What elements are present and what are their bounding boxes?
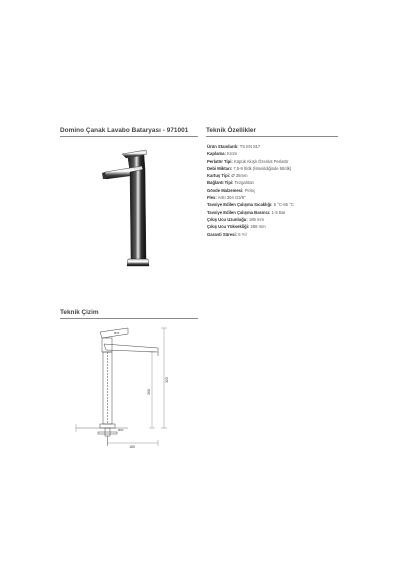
spec-value: AISI 304 G3/8" xyxy=(217,195,246,201)
faucet-photo xyxy=(100,142,160,272)
technical-drawing xyxy=(70,322,190,452)
spec-value: 1-5 Bar xyxy=(271,209,286,215)
spec-value: Köpük Akışlı Özenlot Perlatör xyxy=(233,158,289,164)
spec-value: Tezgahtan xyxy=(234,180,254,186)
spec-row xyxy=(207,172,294,179)
drawing-base xyxy=(100,424,115,428)
title-underline xyxy=(60,136,198,137)
spec-row xyxy=(207,143,294,150)
spec-row xyxy=(207,187,294,194)
product-title: Domino Çanak Lavabo Bataryası - 971001 xyxy=(60,127,189,134)
faucet-base xyxy=(127,259,149,266)
spec-row xyxy=(207,158,294,165)
spec-value: Krom xyxy=(227,151,238,157)
dim-length: 185 xyxy=(129,445,135,449)
drawing-title-underline xyxy=(60,318,198,319)
spec-label: Debi Miktarı: xyxy=(207,165,233,171)
spec-label: Perlatör Tipi: xyxy=(207,158,233,164)
spec-row xyxy=(207,150,294,157)
spec-value: 185 mm xyxy=(248,216,265,222)
spec-label: Kaplama: xyxy=(207,151,226,157)
spec-label: Çıkış Ucu Yüksekliği: xyxy=(207,224,250,230)
dim-small-top: Ø35 xyxy=(114,331,120,335)
spec-label: Tavsiye Edilen Çalışma Basıncı: xyxy=(207,209,271,215)
spec-row xyxy=(207,231,294,238)
faucet-body xyxy=(130,169,146,260)
spec-value: 268 mm xyxy=(250,224,266,230)
spec-value: Pirinç xyxy=(244,187,256,193)
spec-row xyxy=(207,179,294,186)
spec-row xyxy=(207,165,294,172)
spec-row xyxy=(207,216,294,223)
spec-row xyxy=(207,201,294,208)
spec-value: 5 °C-65 °C xyxy=(273,202,294,208)
spec-label: Çıkış Ucu Uzunluğu: xyxy=(207,216,248,222)
spec-row xyxy=(207,223,294,230)
specs-list xyxy=(207,143,294,238)
specs-title-underline xyxy=(206,136,338,137)
dim-height-outlet: 268 xyxy=(147,389,151,395)
spec-row xyxy=(207,194,294,201)
spec-label: Flex: xyxy=(207,195,217,201)
dim-base: Ø50 xyxy=(118,428,124,432)
specs-title: Teknik Özellikler xyxy=(206,127,256,134)
spec-label: Bağlantı Tipi: xyxy=(207,180,234,186)
spec-label: Tavsiye Edilen Çalışma Sıcaklığı: xyxy=(207,202,273,208)
spec-value: TS EN 817 xyxy=(239,144,261,149)
spec-row xyxy=(207,209,294,216)
spec-value: 5 Yıl xyxy=(238,231,247,237)
spec-label: Ürün Standardı: xyxy=(207,144,239,149)
spec-label: Kartuş Tipi: xyxy=(207,173,231,179)
spec-label: Gövde Malzemesi: xyxy=(207,187,244,193)
dim-height-total: 325 xyxy=(165,377,169,383)
spec-value: 7,5-9 lt/dk (İstenildiğinde 5lt/dk) xyxy=(233,165,292,171)
spec-label: Garanti Süresi: xyxy=(207,231,238,237)
spec-value: Ø 35mm xyxy=(231,173,248,179)
drawing-title: Teknik Çizim xyxy=(60,309,99,316)
